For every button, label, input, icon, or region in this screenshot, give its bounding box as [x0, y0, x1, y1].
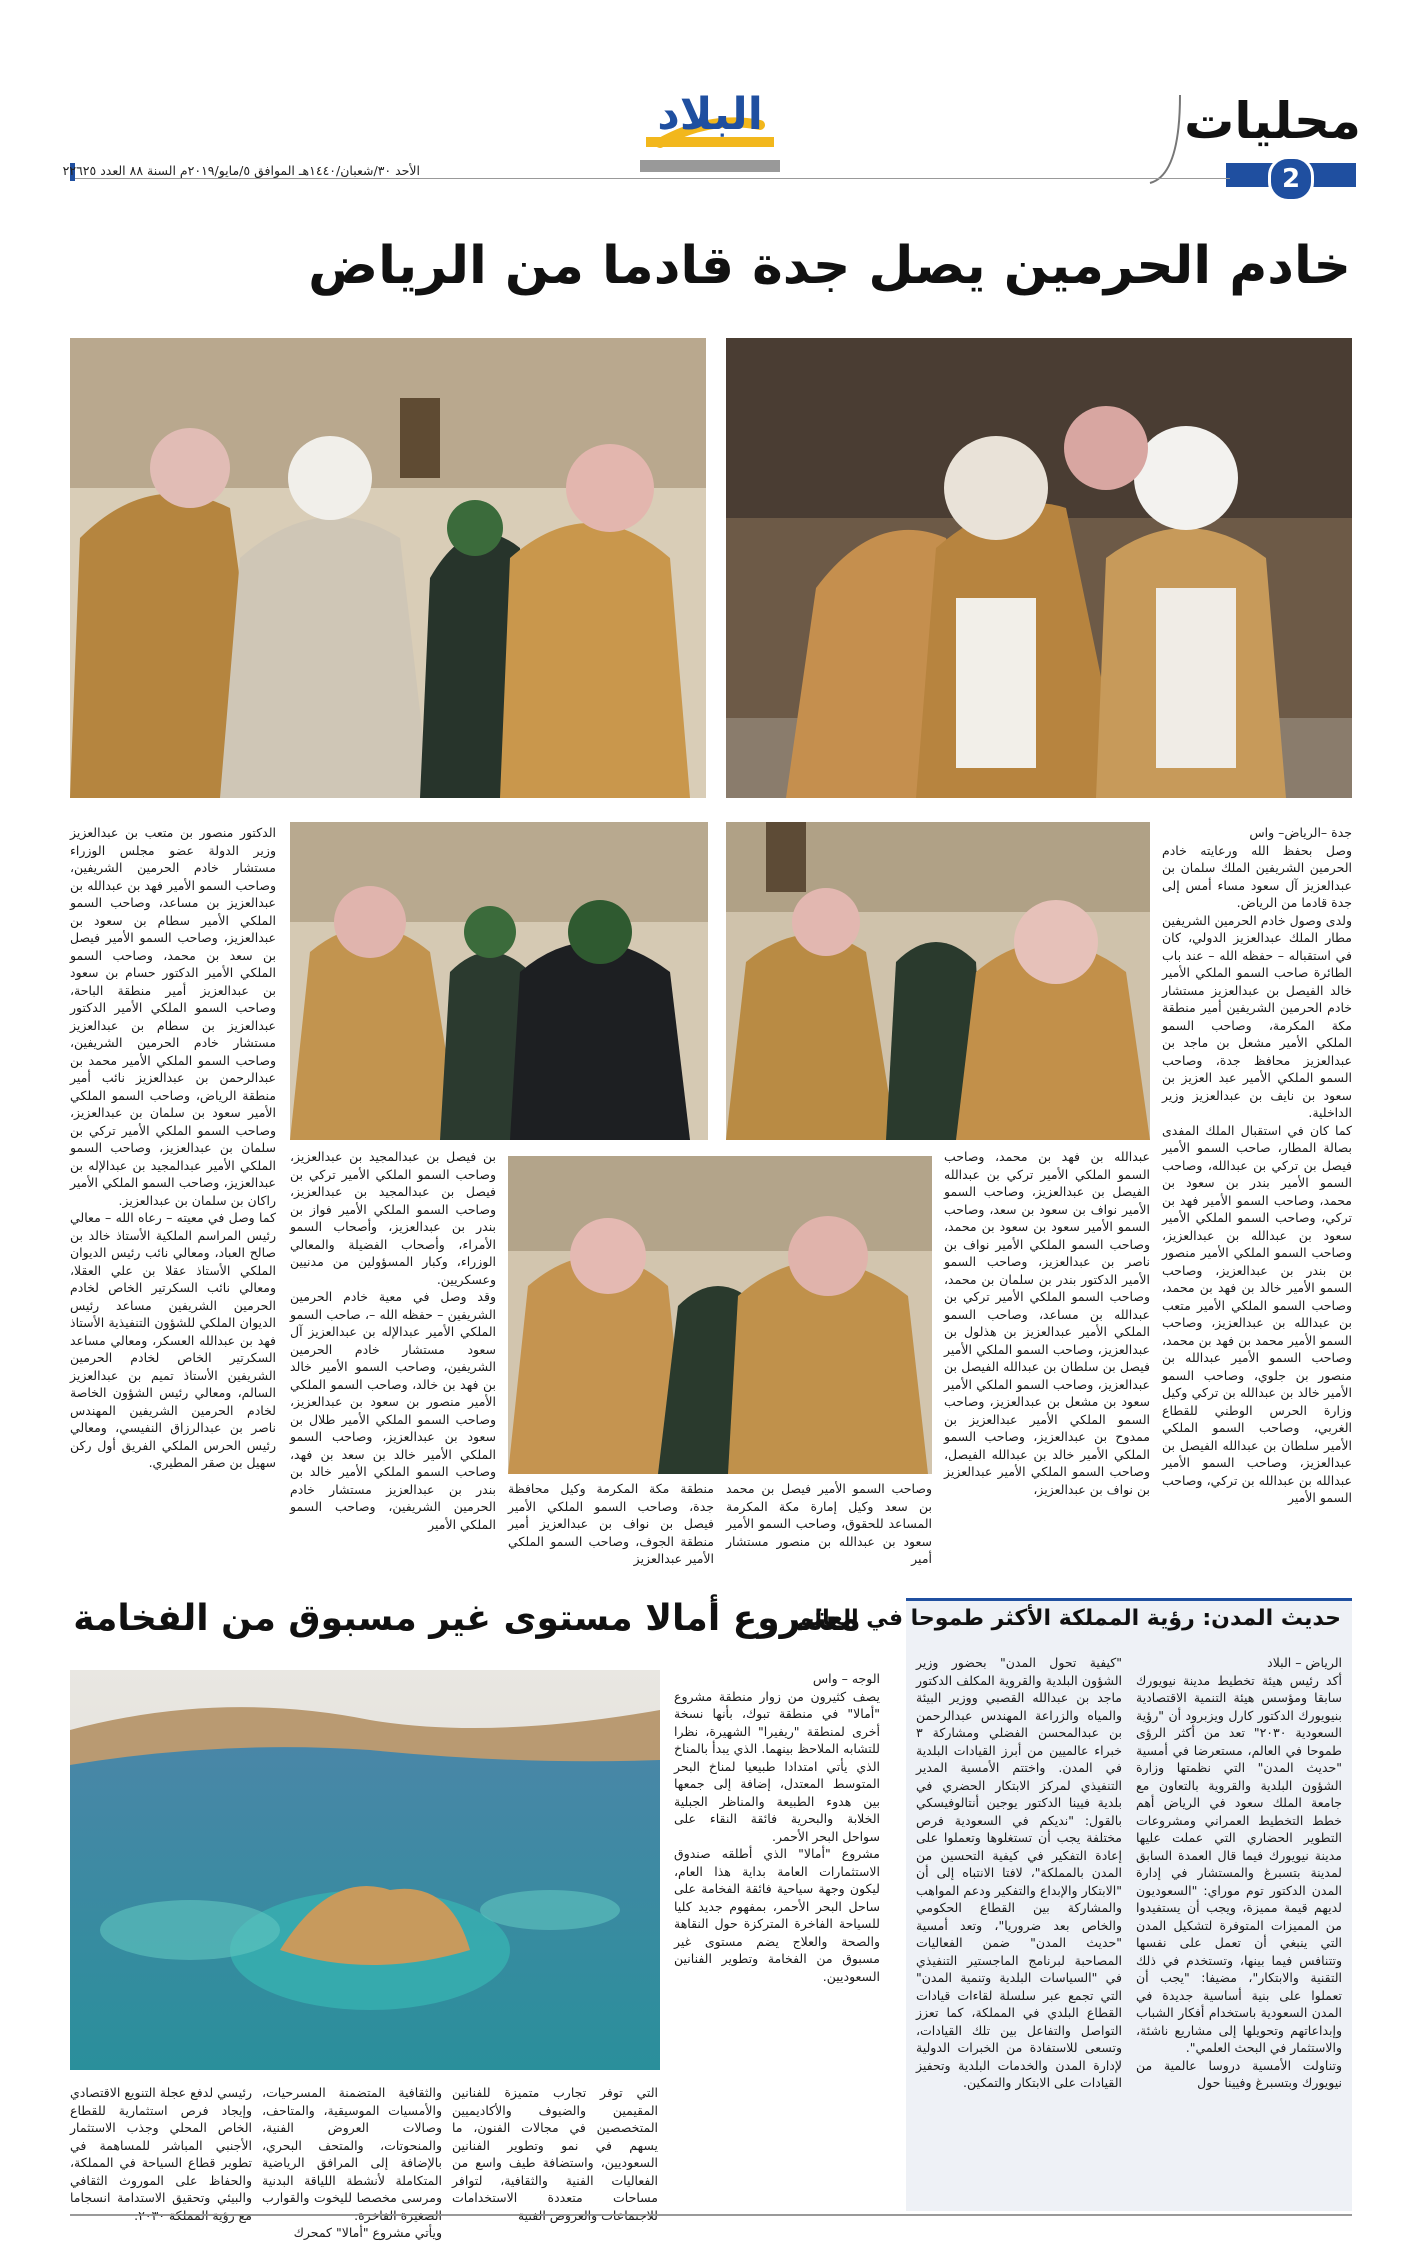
- bottom-rule: [70, 2214, 1352, 2216]
- main-story-col-6: الدكتور منصور بن متعب بن عبدالعزيز وزير الدولة عضو مجلس الوزراء مستشار خادم الحرمين الشريفين، وصاحب السمو الأمير فهد بن عبدالله بن عبدالعزيز بن مساعد، وصاحب السمو الملكي الأمير سطام بن سعود بن عبدالعزيز، وصاحب السمو الأمير فيصل بن سعد بن محمد، وصاحب السمو الملكي الأمير الدكتور حسام بن سعود بن عبدالعزيز أمير منطقة الباحة، وصاحب السمو الملكي الأمير الدكتور عبدالعزيز بن سطام بن عبدالعزيز مستشار خادم الحرمين الشريفين، وصاحب السمو الملكي الأمير محمد بن عبدالرحمن بن عبدالعزيز نائب أمير منطقة الرياض، وصاحب السمو الملكي الأمير سعود بن سلمان بن عبدالعزيز، وصاحب السمو الملكي الأمير تركي بن سلمان بن عبدالعزيز، وصاحب السمو الملكي الأمير عبدالمجيد بن عبدالإله بن عبدالعزيز، وصاحب السمو الملكي الأمير راكان بن سلمان بن عبدالعزيز. كما وصل في معيته – رعاه الله – معالي رئيس المراسم الملكية الأستاذ خالد بن صالح العباد، ومعالي نائب رئيس الديوان الملكي الأستاذ عقلا بن علي العقلا، ومعالي نائب السكرتير الخاص لخادم الحرمين الشريفين مساعد رئيس الديوان الملكي للشؤون التنفيذية الأستاذ فهد بن عبدالله العسكر، ومعالي مساعد السكرتير الخاص لخادم الحرمين الشريفين الأستاذ تميم بن عبدالعزيز السالم، ومعالي رئيس الشؤون الخاصة لخادم الحرمين الشريفين المهندس ناصر بن عبدالرزاق النفيسي، ومعالي رئيس الحرس الملكي الفريق أول ركن سهيل بن صقر المطيري.: [70, 825, 276, 1470]
- main-story-col-2: عبدالله بن فهد بن محمد، وصاحب السمو الملكي الأمير تركي بن عبدالله الفيصل بن عبدالعزيز، وصاحب السمو الأمير نواف بن سعود بن سعد، وصاحب السمو الأمير سعود بن سعود بن محمد، وصاحب السمو الملكي الأمير نواف بن ناصر بن عبدالعزيز، وصاحب السمو الأمير الدكتور بندر بن سلمان بن محمد، وصاحب السمو الملكي الأمير تركي بن عبدالله بن مساعد، وصاحب السمو الملكي الأمير عبدالعزيز بن هذلول بن عبدالعزيز، وصاحب السمو الملكي الأمير فيصل بن سلطان بن عبدالله الفيصل بن عبدالعزيز، وصاحب السمو الملكي الأمير سعود بن مشعل بن عبدالعزيز، وصاحب السمو الملكي الأمير عبدالعزيز بن ممدوح بن عبدالعزيز، وصاحب السمو الملكي الأمير خالد بن عبدالله الفيصل، وصاحب السمو الملكي الأمير عبدالعزيز بن نواف بن عبدالعزيز،: [944, 1149, 1150, 1497]
- masthead-separator: [1150, 95, 1210, 190]
- main-story-col-1: جدة –الرياض– واس وصل بحفظ الله ورعايته خادم الحرمين الشريفين الملك سلمان بن عبدالعزيز آل سعود مساء أمس إلى جدة قادما من الرياض. ولدى وصول خادم الحرمين الشريفين مطار الملك عبدالعزيز الدولي، كان في استقباله – حفظه الله – عند باب الطائرة صاحب السمو الملكي الأمير خالد الفيصل بن عبدالعزيز مستشار خادم الحرمين الشريفين أمير منطقة مكة المكرمة، وصاحب السمو الملكي الأمير مشعل بن ماجد بن عبدالعزيز محافظ جدة، وصاحب السمو الملكي الأمير عبد العزيز بن سعود بن نايف بن عبدالعزيز وزير الداخلية. كما كان في استقبال الملك المفدى بصالة المطار، صاحب السمو الأمير فيصل بن تركي بن عبدالله، وصاحب السمو الأمير بندر بن سعود بن محمد، وصاحب السمو الأمير فهد بن تركي، وصاحب السمو الملكي الأمير سعود بن عبدالله بن عبدالعزيز، وصاحب السمو الملكي الأمير منصور بن بندر بن عبدالعزيز، وصاحب السمو الأمير خالد بن فهد بن محمد، وصاحب السمو الملكي الأمير متعب بن عبدالله بن عبدالعزيز، وصاحب السمو الأمير محمد بن فهد بن محمد، وصاحب السمو الأمير عبدالله بن منصور بن جلوي، وصاحب السمو الأمير خالد بن عبدالله بن تركي وكيل وزارة الحرس الوطني للقطاع الغربي، وصاحب السمو الملكي الأمير سلطان بن عبدالله الفيصل بن عبدالعزيز، وصاحب السمو الأمير عبدالله بن عبدالله بن تركي، وصاحب السمو الأمير: [1162, 825, 1352, 1505]
- amaala-col-3: والثقافية المتضمنة المسرحيات، والأمسيات الموسيقية، والمتاحف، وصالات العروض الفنية، والمنحوتات، والمتحف البحري، بالإضافة إلى المرافق الرياضية المتكاملة لأنشطة اللياقة البدنية ومرسى مخصصا لليخوت والقوارب ويأتي مشروع "أمالا" كمحرك: [262, 2085, 442, 2240]
- photo-amaala-coast: [70, 1670, 660, 2070]
- photo-handshake-guard: [290, 822, 708, 1140]
- side-story-col-2: "كيفية تحول المدن" بحضور وزير الشؤون البلدية والقروية المكلف الدكتور ماجد بن عبدالله القصبي ووزير البيئة والمياه والزراعة المهندس عبدالرحمن بن عبدالمحسن الفضلي ومشاركة ٣ خبراء عالميين من أبرز القيادات البلدية في المدن. واختتم الأمسية المدير التنفيذي لمركز الابتكار الحضري في بلدية فيينا الدكتور يوجين أنتالوفيسكي بالقول: "نديكم في السعودية فرص مختلفة يجب أن تستغلوها وتعملوا على إعادة التفكير في كيفية التحسين من المدن بالمملكة"، لافتا الانتباه إلى أن "الابتكار والإبداع والتفكير ودعم المواهب والمشاركة بين القطاع الحكومي والخاص بعد ضروريا"، وتعد أمسية "حديث المدن" ضمن الفعاليات المصاحبة لبرنامج الماجستير التنفيذي في "السياسات البلدية وتنمية المدن" التي تجمع عبر سلسلة لقاءات قيادات القطاع البلدي في المملكة، كما تعزز التواصل والتفاعل بين تلك القيادات، وتسعى للاستفادة من الخبرات الدولية لإدارة المدن والخدمات البلدية وتحفيز القيادات على الابتكار والتمكين.: [916, 1655, 1122, 2090]
- photo-handshake-center: [508, 1156, 932, 1474]
- photo-greeting-line: [70, 338, 706, 798]
- page-number: 2: [1268, 156, 1314, 202]
- main-story-col-3: وصاحب السمو الأمير فيصل بن محمد بن سعد وكيل إمارة مكة المكرمة المساعد للحقوق، وصاحب السمو الأمير سعود بن عبدالله بن منصور مستشار أمير: [726, 1481, 932, 1566]
- main-story-col-5: بن فيصل بن عبدالمجيد بن عبدالعزيز، وصاحب السمو الملكي الأمير تركي بن فيصل بن عبدالمجيد بن عبدالعزيز، وصاحب السمو الملكي الأمير فواز بن بندر بن عبدالعزيز، وأصحاب السمو الأمراء، وأصحاب الفضيلة والمعالي الوزراء، وكبار المسؤولين من مدنيين وعسكريين. وقد وصل في معية خادم الحرمين الشريفين – حفظه الله –، صاحب السمو الملكي الأمير عبدالإله بن عبدالعزيز آل سعود مستشار خادم الحرمين الشريفين، وصاحب السمو الأمير خالد بن فهد بن خالد، وصاحب السمو الملكي الأمير منصور بن سعود بن عبدالعزيز، وصاحب السمو الملكي الأمير طلال بن سعود بن عبدالعزيز، وصاحب السمو الملكي الأمير خالد بن سعد بن فهد، وصاحب السمو الملكي الأمير خالد بن بندر بن عبدالعزيز مستشار خادم الحرمين الشريفين، وصاحب السمو الملكي الأمير: [290, 1149, 496, 1532]
- dateline: الأحد ٣٠/شعبان/١٤٤٠هـ الموافق ٥/مايو/٢٠١٩م السنة ٨٨ العدد ٢٢٦٢٥: [62, 163, 420, 178]
- dateline-rule: [70, 178, 1230, 179]
- amaala-col-4: رئيسي لدفع عجلة التنويع الاقتصادي وإيجاد فرص استثمارية للقطاع الخاص المحلي وجذب الاستثمار الأجنبي المباشر للمساهمة في تطوير قطاع السياحة في المملكة، والحفاظ على الموروث الثقافي والبيئي وتحقيق الاستدامة انسجاما: [70, 2085, 252, 2205]
- main-story-col-4: منطقة مكة المكرمة وكيل محافظة جدة، وصاحب السمو الملكي الأمير فيصل بن نواف بن عبدالعزيز أمير منطقة الجوف، وصاحب السمو الملكي الأمير عبدالعزيز: [508, 1481, 714, 1566]
- amaala-col-2: التي توفر تجارب متميزة للفنانين المقيمين والضيوف والأكاديميين المتخصصين في مجالات الفنون، ما يسهم في نمو وتطوير الفنانين السعوديين، واستضافة طيف واسع من الفعاليات الفنية والثقافية، لتوافر مساحات متعددة الاستخدامات: [452, 2085, 658, 2205]
- logo-text: البلاد: [657, 89, 763, 140]
- amaala-col-1: الوجه – واس يصف كثيرون من زوار منطقة مشروع "أمالا" في منطقة تبوك، بأنها نسخة أخرى لمنطقة "ريفيرا" الشهيرة، نظرا للتشابه الملاحظ بينهما. الذي يبدأ بالمناخ الذي يأتي امتدادا طبيعيا لمناخ البحر المتوسط المعتدل، إضافة إلى جمعها بين هدوء الطبيعة والمناظر الجبلية الخلابة والبحرية فائقة النقاء على سواحل البحر الأحمر. مشروع "أمالا" الذي أطلقه صندوق الاستثمارات العامة بداية هذا العام، ليكون وجهة سياحية فائقة الفخامة على ساحل البحر الأحمر، بمفهوم جديد كليا للسياحة الفاخرة المتركزة حول النقاهة والصحة والعلاج يضم مستوى غير مسبوق من الفخامة وتطوير الفنانين السعوديين.: [674, 1671, 880, 1984]
- side-story-col-1: الرياض – البلاد أكد رئيس هيئة تخطيط مدينة نيويورك سابقا ومؤسس هيئة التنمية الاقتصادية بنيويورك الدكتور كارل ويزبرود أن "رؤية السعودية ٢٠٣٠" تعد من أكثر الرؤى طموحا في العالم، مستعرضا في أمسية "حديث المدن" التي نظمتها وزارة الشؤون البلدية والقروية بالتعاون مع جامعة الملك سعود في الرياض أهم خطط التخطيط العمراني ومشروعات التطوير الحضاري التي عملت عليها مدينة نيويورك فيما قال العمدة السابق لمدينة بتسبرغ والمستشار في إدارة المدن الدكتور توم موراي: "السعوديون لديهم قيمة مميزة، ويجب أن يستفيدوا من المميزات المتوفرة لتشكيل المدن التي ينبغي أن تعمل على نفسها وتتنافس فيما بينها، وتستخدم في ذلك التقنية والابتكار"، مضيفا: "يجب أن تعملوا على بنية أساسية جديدة في المدن السعودية باستخدام أفكار الشباب وإبداعاتهم وتحويلها إلى مشاريع ناشئة، والاستثمار في البحث العلمي". وتناولت الأمسية دروسا عالمية من نيويورك وبتسبرغ وفيينا حول: [1136, 1655, 1342, 2090]
- section-title: محليات: [1184, 92, 1361, 150]
- main-headline: خادم الحرمين يصل جدة قادما من الرياض: [308, 236, 1351, 296]
- masthead: [0, 0, 1421, 200]
- logo-underbar: [640, 160, 780, 172]
- amaala-headline: مشروع أمالا مستوى غير مسبوق من الفخامة: [73, 1598, 861, 1639]
- photo-handshake-right: [726, 822, 1150, 1140]
- photo-king-arrival: [726, 338, 1352, 798]
- side-story-headline: حديث المدن: رؤية المملكة الأكثر طموحا في العالم: [796, 1606, 1341, 1631]
- logo: [640, 85, 780, 155]
